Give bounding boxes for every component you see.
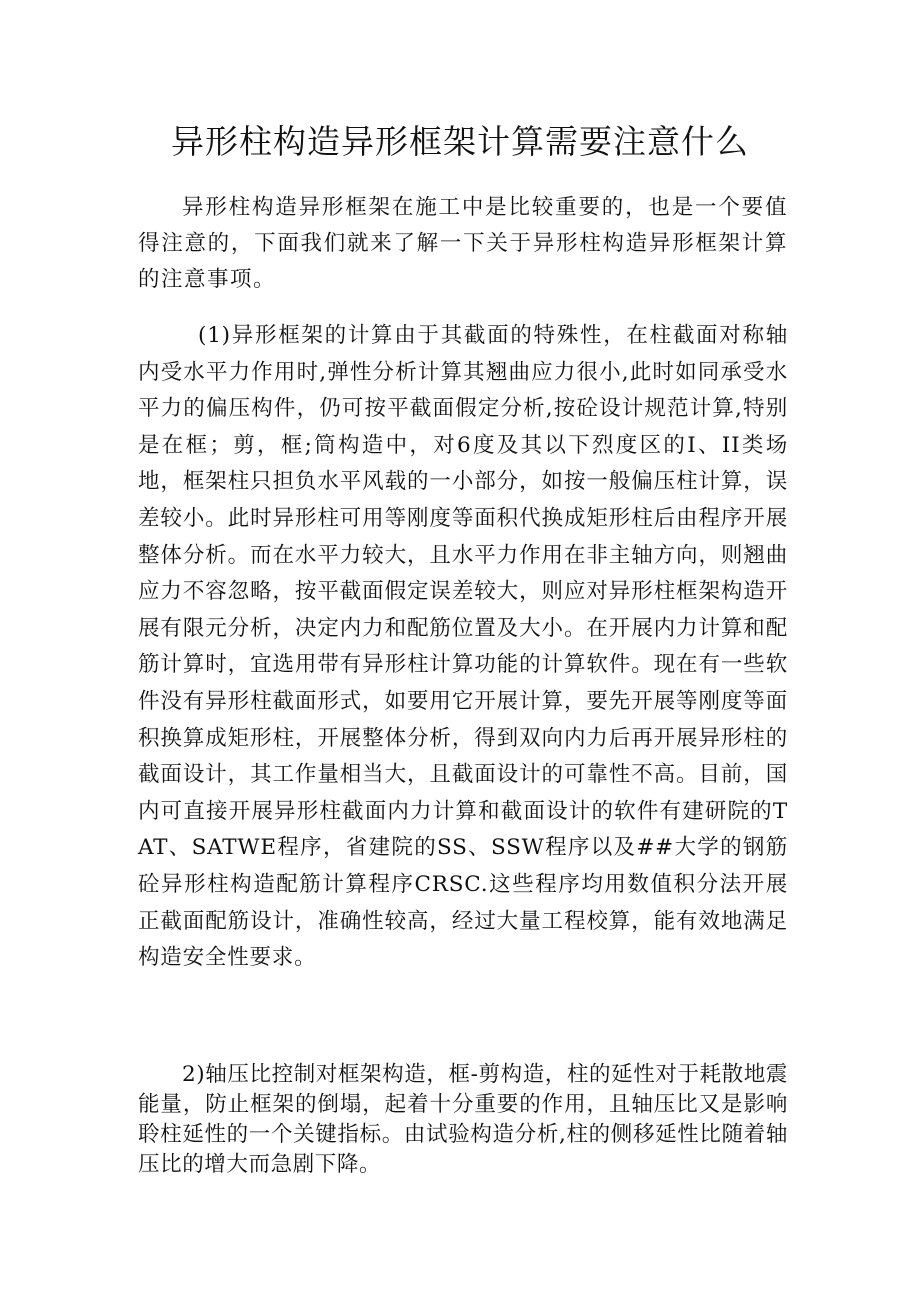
paragraph-point-1: (1)异形框架的计算由于其截面的特殊性，在柱截面对称轴内受水平力作用时,弹性分析计算其翘曲应力很小,此时如同承受水平力的偏压构件，仍可按平截面假定分析,按砼设计规范计算,特别是在框；剪，框;筒构造中，对6度及其以下烈度区的I、II类场地，框架柱只担负水平风载的一小部分，如按一般偏压柱计算，误差较小。此时异形柱可用等刚度等面积代换成矩形柱后由程序开展整体分析。而在水平力较大，且水平力作用在非主轴方向，则翘曲应力不容忽略，按平截面假定误差较大，则应对异形柱框架构造开展有限元分析，决定内力和配筋位置及大小。在开展内力计算和配筋计算时，宜选用带有异形柱计算功能的计算软件。现在有一些软件没有异形柱截面形式，如要用它开展计算，要先开展等刚度等面积换算成矩形柱，开展整体分析，得到双向内力后再开展异形柱的截面设计，其工作量相当大，且截面设计的可靠性不高。目前，国内可直接开展异形柱截面内力计算和截面设计的软件有建研院的TAT、SATWE程序，省建院的SS、SSW程序以及##大学的钢筋砼异形柱构造配筋计算程序CRSC.这些程序均用数值积分法开展正截面配筋设计，准确性较高，经过大量工程校算，能有效地满足构造安全性要求。 xyxy=(138,323,788,971)
document-title: 异形柱构造异形框架计算需要注意什么 xyxy=(171,122,749,161)
paragraph-intro: 异形柱构造异形框架在施工中是比较重要的，也是一个要值得注意的，下面我们就来了解一下关于异形柱构造异形框架计算的注意事项。 xyxy=(138,195,788,292)
paragraph-point-2: 2)轴压比控制对框架构造，框-剪构造，柱的延性对于耗散地震能量，防止框架的倒塌，起着十分重要的作用，且轴压比又是影响聆柱延性的一个关键指标。由试验构造分析,柱的侧移延性比随着轴压比的增大而急剧下降。 xyxy=(138,1062,788,1177)
